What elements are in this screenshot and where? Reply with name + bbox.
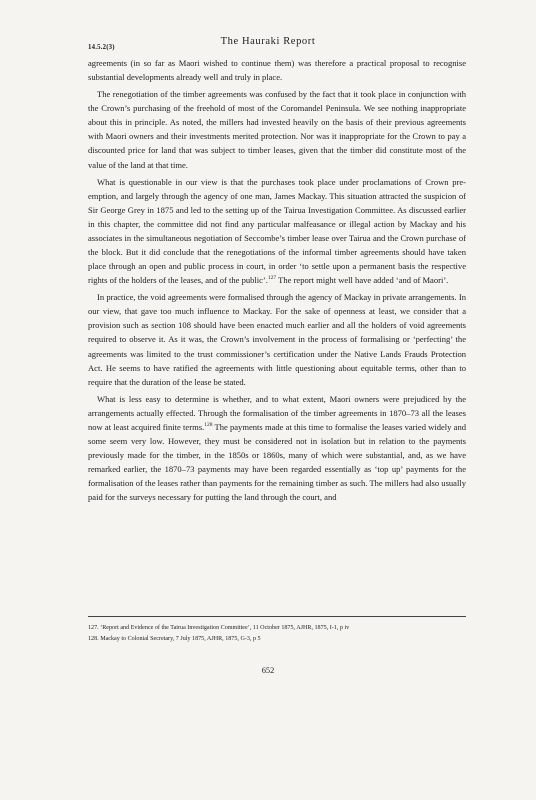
- section-number: 14.5.2(3): [88, 44, 115, 51]
- footnotes: [88, 616, 466, 644]
- body-text: [88, 56, 466, 507]
- paragraph: What is less easy to determine is whether, and to what extent, Maori owners were prejudiced by the arrangements actually effected. Through the formalisation of the timber agreements in 1870–73 all the leases now at least acquired finite terms.$^{128}$ The payments made at this time to formalise the leases varied widely and some seem very low. However, they must be considered not in isolation but in relation to the payments previously made for the timber, in the 1850s or 1860s, many of which were substantial, and, as we have remarked earlier, the 1870–73 payments may have been regarded essentially as ‘top up’ payments for the formalisation of the leases rather than payments for the remaining timber as such. The millers had also usually paid for the surveys necessary for putting the land through the court, and: [88, 393, 466, 503]
- paragraph: The renegotiation of the timber agreements was confused by the fact that it took place in conjunction with the Crown’s purchasing of the freehold of most of the Coromandel Peninsula. We see nothing inappropriate about this in principle. As noted, the millers had invested heavily on the basis of their previous agreements with Maori owners and their investments merited protection. Nor was it inappropriate for the Crown to pay a discounted price for land that was subject to timber leases, given that the timber did constitute most of the value of the land at that time.: [88, 89, 466, 170]
- footnote: 127. ‘Report and Evidence of the Tairua Investigation Committee’, 11 October 1875, AJHR, 1875, I-1, p iv: [88, 625, 350, 631]
- paragraph: What is questionable in our view is that the purchases took place under proclamations of Crown pre-emption, and largely through the agency of one man, James Mackay. This situation attracted the suspicion of Sir George Grey in 1875 and led to the setting up of the Tairua Investigation Committee. As discussed earlier in this chapter, the committee did not find any particular malfeasance or illegal action by Mackay and his associates in the simultaneous negotiation of Seccombe’s timber lease over Tairua and the Crown purchase of the block. But it did conclude that the renegotiations of the informal timber agreements should have taken place through an open and public process in court, in order ‘to settle upon a permanent basis the respective rights of the holders of the leases, and of the public’.$^{127}$ The report might well have added ‘and of Maori’.: [88, 176, 466, 286]
- paragraph: agreements (in so far as Maori wished to continue them) was therefore a practical proposal to recognise substantial developments already well and truly in place.: [88, 58, 466, 83]
- page-number: 652: [261, 666, 275, 675]
- footnote: 128. Mackay to Colonial Secretary, 7 July 1875, AJHR, 1875, G-3, p 5: [88, 635, 261, 642]
- running-header-title: The Hauraki Report: [220, 36, 316, 47]
- paragraph: In practice, the void agreements were formalised through the agency of Mackay in private arrangements. In our view, that gave too much influence to Mackay. For the sake of openness at least, we consider that a provision such as section 108 should have been enacted much earlier and all the holders of void agreements required to observe it. As it was, the Crown’s involvement in the process of formalising or ‘perfecting’ the agreements was limited to the trust commissioner’s certification under the Native Lands Frauds Protection Act. He seems to have ratified the agreements with little questioning about equitable terms, other than to require that the duration of the lease be stated.: [88, 292, 466, 387]
